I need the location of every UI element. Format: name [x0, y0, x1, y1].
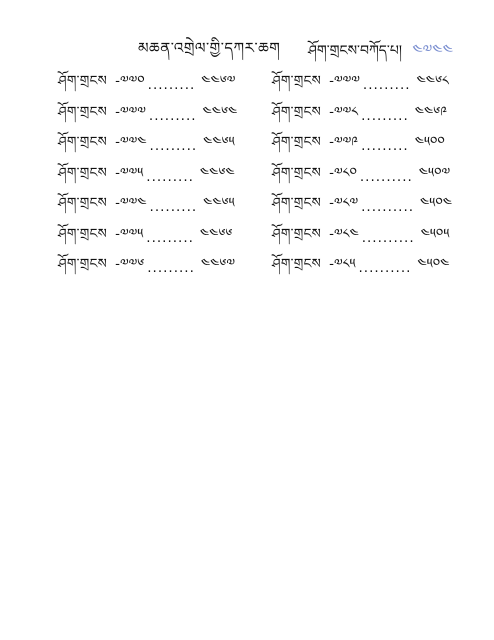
- toc-entry-label: ཤོག་གྲངས: [58, 225, 108, 242]
- toc-leader-dots: .........: [148, 107, 197, 124]
- toc-entry-number: -༧༨༥: [329, 256, 356, 273]
- toc-entry-label: ཤོག་གྲངས: [58, 103, 108, 120]
- toc-entry: [272, 253, 472, 284]
- toc-entry-page: ༤༥༠༧: [418, 164, 451, 181]
- toc-leader-dots: .........: [362, 77, 411, 94]
- toc-entry-number: -༧༨༧: [329, 195, 359, 212]
- toc-entry-label: ཤོག་གྲངས: [58, 164, 108, 181]
- toc-leader-dots: .........: [146, 229, 194, 246]
- toc-entry-label: ཤོག་གྲངས: [272, 73, 322, 90]
- page-number: ༤༧༤༤: [412, 41, 453, 59]
- toc-entry-page: ༤༥༠༤: [420, 195, 452, 212]
- toc-entry-page: ༤༤༦༥: [203, 134, 235, 151]
- toc-entry-page: ༤༤༦༩: [414, 103, 448, 120]
- document-subtitle: ཤོག་གྲངས་བཀོད་པ།: [308, 43, 402, 59]
- toc-entry-number: -༧༧༨: [329, 103, 359, 120]
- toc-entry-page: ༤༤༦༤: [202, 103, 238, 120]
- toc-entry-number: -༧༧༦: [115, 256, 145, 273]
- toc-leader-dots: .........: [147, 260, 195, 277]
- toc-entry-label: ཤོག་གྲངས: [272, 164, 322, 181]
- toc-entry-label: ཤོག་གྲངས: [58, 73, 108, 90]
- toc-right-column: [272, 70, 472, 284]
- toc-entry-page: ༤༤༦༥: [203, 195, 235, 212]
- toc-entry-number: -༧༨༠: [329, 164, 357, 181]
- toc-leader-dots: .........: [361, 107, 409, 124]
- toc-entry-label: ཤོག་གྲངས: [58, 134, 108, 151]
- toc-entry-page: ༤༤༦༨: [416, 73, 449, 90]
- toc-leader-dots: .........: [361, 138, 409, 155]
- toc-entry-number: -༧༧༥: [115, 225, 144, 242]
- toc-entry-label: ཤོག་གྲངས: [272, 134, 322, 151]
- toc-entry-label: ཤོག་གྲངས: [272, 103, 322, 120]
- toc-leader-dots: ..........: [361, 199, 415, 216]
- toc-entry-label: ཤོག་གྲངས: [272, 195, 322, 212]
- toc-entry-number: -༧༧༤: [115, 134, 147, 151]
- toc-leader-dots: .........: [149, 138, 198, 155]
- toc-entry-page: ༤༤༦༧: [201, 73, 236, 90]
- toc-entry-number: -༧༧༤: [115, 195, 147, 212]
- toc-entry-number: -༧༧༧: [115, 103, 146, 120]
- toc-entry-page: ༤༥༠༠: [414, 134, 445, 151]
- toc-entry-label: ཤོག་གྲངས: [272, 256, 322, 273]
- toc-leader-dots: ..........: [358, 260, 412, 277]
- document-title: མཆན་འགྲེལ་གྱི་དཀར་ཆག: [138, 39, 281, 57]
- toc-entry-page: ༤༥༠༤: [417, 256, 450, 273]
- toc-leader-dots: .........: [147, 77, 196, 94]
- toc-entry-page: ༤༤༦༧: [200, 256, 236, 273]
- toc-leader-dots: .........: [149, 199, 198, 216]
- page-header: [0, 28, 494, 59]
- toc-leader-dots: ..........: [359, 168, 413, 185]
- toc-leader-dots: ..........: [361, 229, 415, 246]
- toc-entry-page: ༤༤༦༦: [199, 225, 233, 242]
- toc-entry-number: -༧༧༩: [329, 134, 359, 151]
- toc-entry: [58, 253, 258, 284]
- toc-left-column: [58, 70, 258, 284]
- toc-entry-number: -༧༧༧: [329, 73, 360, 90]
- toc-leader-dots: .........: [146, 168, 194, 185]
- toc-entry-label: ཤོག་གྲངས: [58, 195, 108, 212]
- toc-entry-number: -༧༧༥: [115, 164, 144, 181]
- toc-entry-number: -༧༧༠: [115, 73, 145, 90]
- toc-entry-number: -༧༨༤: [329, 225, 359, 242]
- toc-entry-page: ༤༥༠༥: [420, 225, 450, 242]
- toc-entry-page: ༤༤༦༤: [199, 164, 235, 181]
- toc-entry-label: ཤོག་གྲངས: [58, 256, 108, 273]
- toc-entry-label: ཤོག་གྲངས: [272, 225, 322, 242]
